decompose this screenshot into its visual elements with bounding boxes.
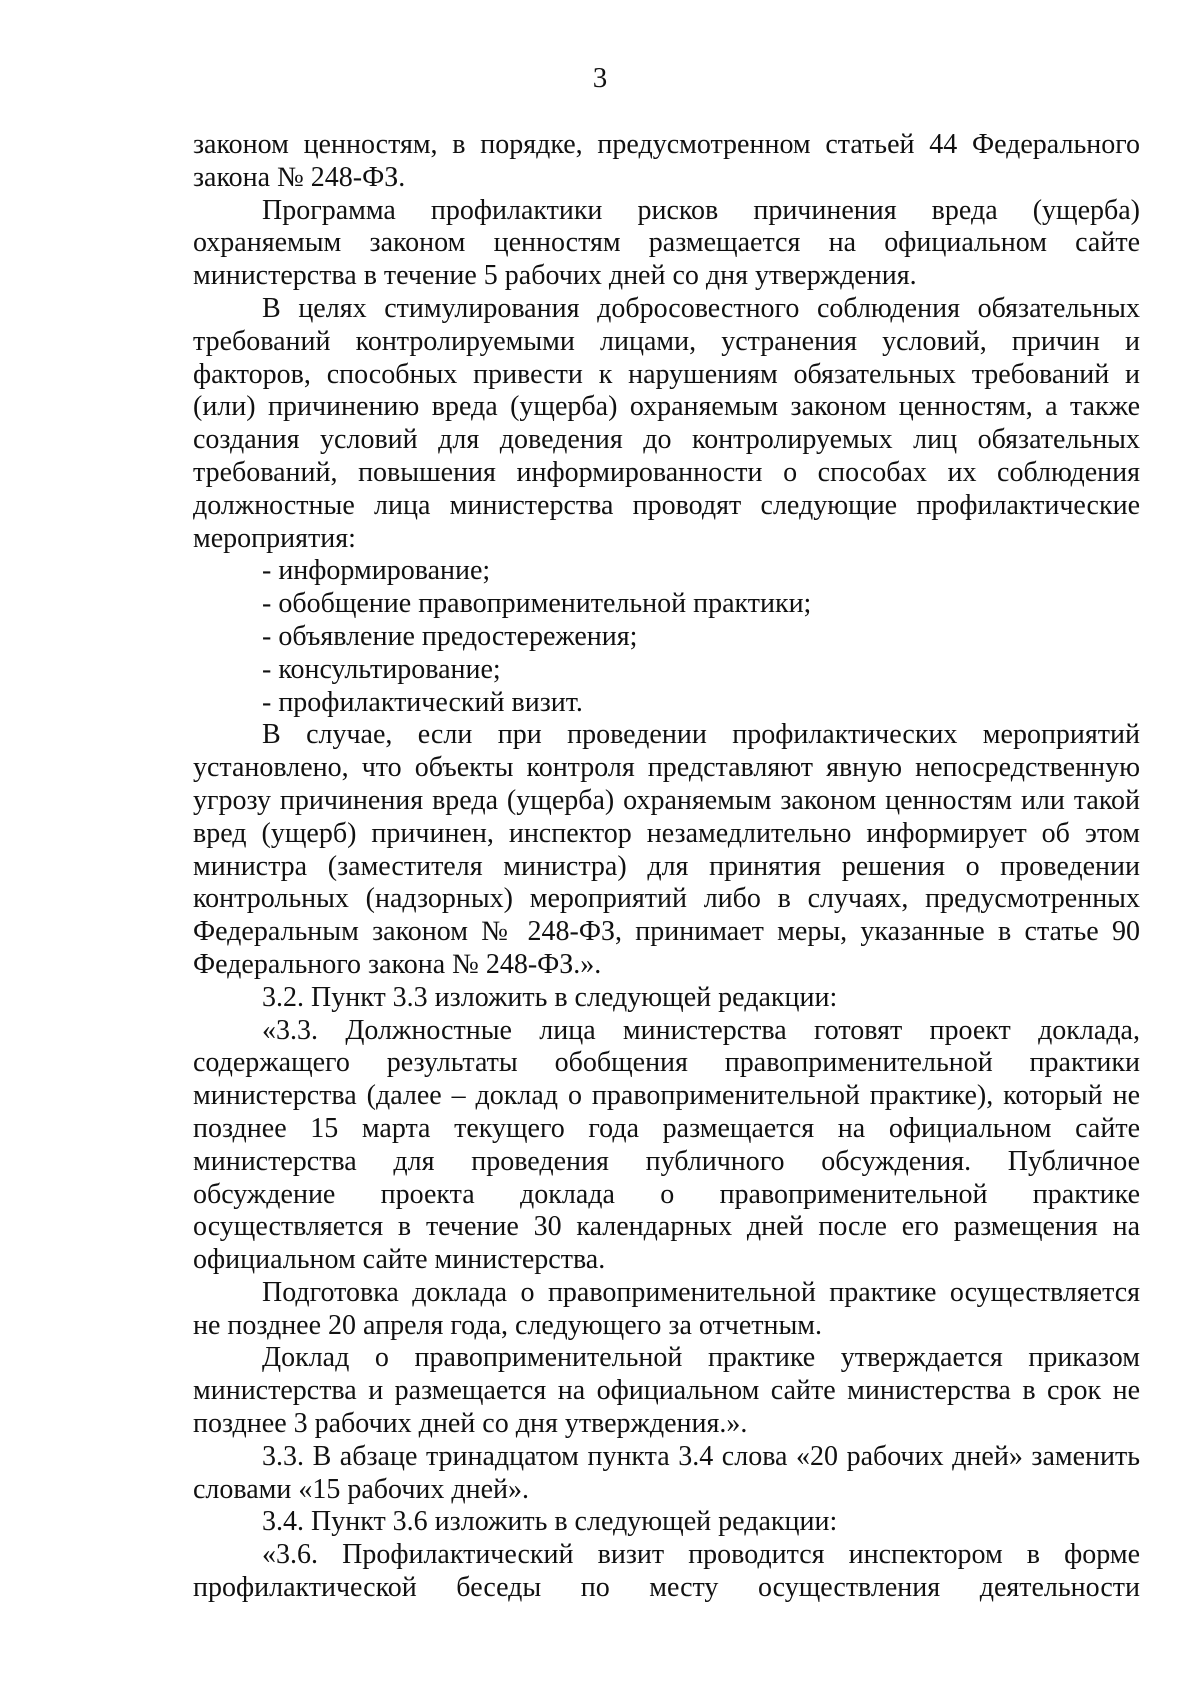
- text-line: профилактической беседы по месту осуществления деятельности: [193, 1572, 1140, 1604]
- text-line: Доклад о правоприменительной практике утверждается приказом: [262, 1342, 1140, 1374]
- text-line: контрольных (надзорных) мероприятий либо в случаях, предусмотренных: [193, 883, 1140, 915]
- text-line: должностные лица министерства проводят следующие профилактические: [193, 489, 1140, 521]
- text-line: министерства для проведения публичного обсуждения. Публичное: [193, 1145, 1140, 1177]
- text-line: законом ценностям, в порядке, предусмотренном статьей 44 Федерального: [193, 129, 1140, 160]
- text-line: Программа профилактики рисков причинения вреда (ущерба): [262, 194, 1140, 226]
- text-line: словами «15 рабочих дней».: [193, 1473, 530, 1505]
- text-line: В целях стимулирования добросовестного соблюдения обязательных: [262, 292, 1140, 324]
- text-line: создания условий для доведения до контролируемых лиц обязательных: [193, 424, 1140, 456]
- text-line: осуществляется в течение 30 календарных дней после его размещения на: [193, 1211, 1140, 1243]
- list-item: - объявление предостережения;: [262, 620, 638, 652]
- text-line: позднее 15 марта текущего года размещается на официальном сайте: [193, 1112, 1140, 1144]
- section-line: 3.3. В абзаце тринадцатом пункта 3.4 слова «20 рабочих дней» заменить: [262, 1440, 1140, 1472]
- list-item: - обобщение правоприменительной практики;: [262, 588, 812, 620]
- text-line: требований, повышения информированности о способах их соблюдения: [193, 456, 1140, 488]
- text-line: Федеральным законом № 248-ФЗ, принимает меры, указанные в статье 90: [193, 916, 1140, 948]
- text-line: закона № 248-ФЗ.: [193, 161, 406, 193]
- list-item: - консультирование;: [262, 653, 501, 685]
- section-line: 3.4. Пункт 3.6 изложить в следующей редакции:: [262, 1506, 838, 1538]
- text-line: «3.3. Должностные лица министерства готовят проект доклада,: [262, 1014, 1140, 1046]
- text-line: В случае, если при проведении профилактических мероприятий: [262, 719, 1140, 751]
- text-line: содержащего результаты обобщения правоприменительной практики: [193, 1047, 1140, 1079]
- text-line: министерства (далее – доклад о правоприменительной практике), который не: [193, 1080, 1140, 1112]
- list-item: - профилактический визит.: [262, 686, 583, 718]
- text-line: обсуждение проекта доклада о правоприменительной практике: [193, 1178, 1140, 1210]
- text-line: вред (ущерб) причинен, инспектор незамедлительно информирует об этом: [193, 817, 1140, 849]
- text-line: мероприятия:: [193, 522, 356, 554]
- text-line: министра (заместителя министра) для принятия решения о проведении: [193, 850, 1140, 882]
- text-line: требований контролируемыми лицами, устранения условий, причин и: [193, 325, 1140, 357]
- text-line: не позднее 20 апреля года, следующего за отчетным.: [193, 1309, 823, 1341]
- text-line: Подготовка доклада о правоприменительной практике осуществляется: [262, 1276, 1140, 1308]
- text-line: установлено, что объекты контроля представляют явную непосредственную: [193, 752, 1140, 784]
- text-line: министерства в течение 5 рабочих дней со дня утверждения.: [193, 260, 917, 292]
- text-line: охраняемым законом ценностям размещается на официальном сайте: [193, 227, 1140, 259]
- text-line: (или) причинению вреда (ущерба) охраняемым законом ценностям, а также: [193, 391, 1140, 423]
- list-item: - информирование;: [262, 555, 491, 587]
- text-line: Федерального закона № 248-ФЗ.».: [193, 948, 602, 980]
- text-line: «3.6. Профилактический визит проводится инспектором в форме: [262, 1539, 1140, 1571]
- text-line: позднее 3 рабочих дней со дня утверждения.».: [193, 1408, 748, 1440]
- text-line: официальном сайте министерства.: [193, 1244, 606, 1276]
- document-body: [193, 129, 1140, 1605]
- text-line: факторов, способных привести к нарушениям обязательных требований и: [193, 358, 1140, 390]
- section-line: 3.2. Пункт 3.3 изложить в следующей редакции:: [262, 981, 838, 1013]
- text-line: министерства и размещается на официальном сайте министерства в срок не: [193, 1375, 1140, 1407]
- page-number: 3: [592, 62, 608, 94]
- text-line: угрозу причинения вреда (ущерба) охраняемым законом ценностям или такой: [193, 784, 1140, 816]
